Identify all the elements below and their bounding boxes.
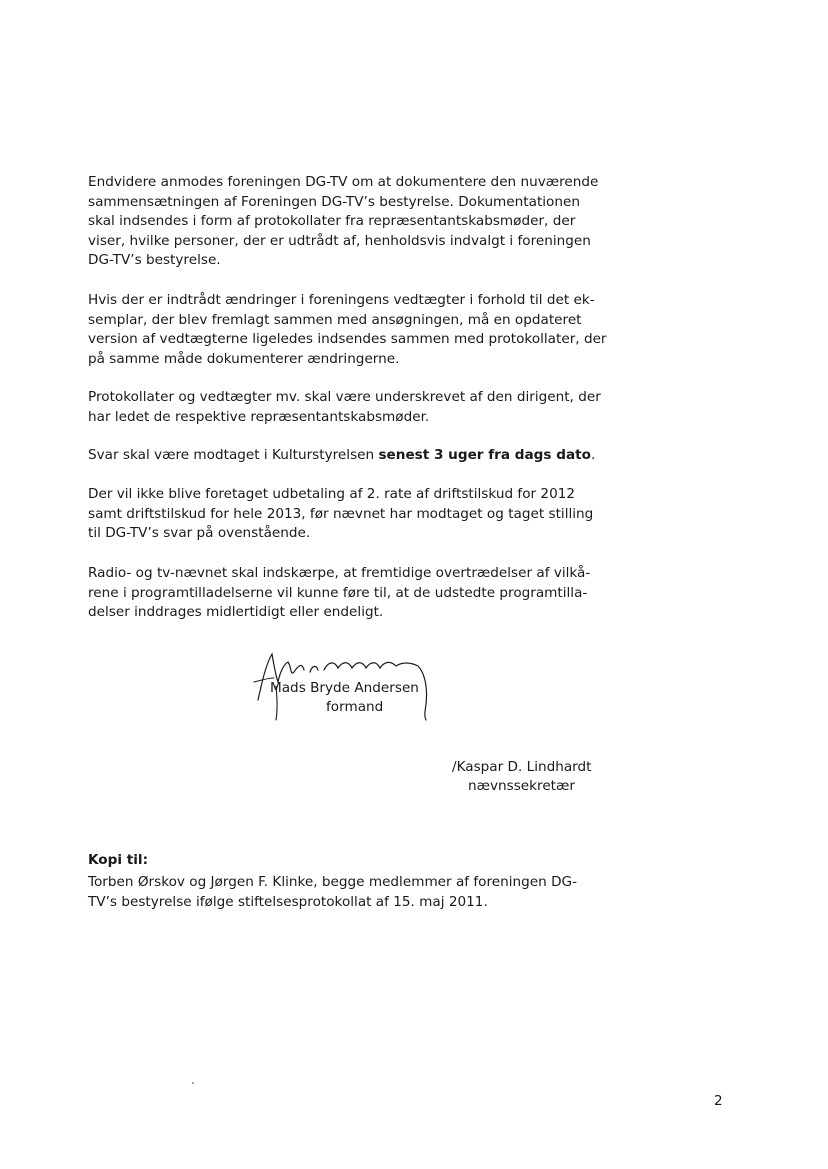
text-line: skal indsendes i form af protokollater fra repræsentantskabsmøder, der [88,213,576,230]
text-line: Torben Ørskov og Jørgen F. Klinke, begge medlemmer af foreningen DG- [88,874,577,890]
text-line: Der vil ikke blive foretaget udbetaling af 2. rate af driftstilskud for 2012 [88,486,576,502]
text-line: har ledet de respektive repræsentantskabsmøder. [88,408,430,425]
paragraph-signing-requirement [88,388,618,427]
signatory-title: formand [326,699,384,715]
text-line: Endvidere anmodes foreningen DG-TV om at dokumentere den nuværende [88,174,599,190]
deadline-emphasis: senest 3 uger fra dags dato [378,447,591,463]
text-line [88,446,618,466]
paragraph-payment [88,485,618,544]
text-line: samt driftstilskud for hele 2013, før nævnet har modtaget og taget stilling [88,505,594,522]
copy-recipients [88,873,618,912]
scan-speck [192,1082,194,1084]
deadline-prefix: Svar skal være modtaget i Kulturstyrelsen [88,447,379,463]
paragraph-warning [88,564,618,623]
secretary-name: /Kaspar D. Lindhardt [452,759,592,775]
copy-heading: Kopi til: [88,852,149,868]
text-line: version af vedtægterne ligeledes indsendes sammen med protokollater, der [88,331,607,348]
text-line: semplar, der blev fremlagt sammen med ansøgningen, må en opdateret [88,311,582,328]
text-line: TV’s bestyrelse ifølge stiftelsesprotokollat af 15. maj 2011. [88,893,488,910]
text-line: Protokollater og vedtægter mv. skal være underskrevet af den dirigent, der [88,389,601,405]
text-line: viser, hvilke personer, der er udtrådt af, henholdsvis indvalgt i foreningen [88,232,591,249]
paragraph-deadline [88,446,618,466]
page-number: 2 [714,1093,723,1109]
text-line: delser inddrages midlertidigt eller endeligt. [88,604,384,621]
text-line: rene i programtilladelserne vil kunne føre til, at de udstedte programtilla- [88,584,588,601]
text-line: DG-TV’s bestyrelse. [88,252,221,269]
text-line: på samme måde dokumenterer ændringerne. [88,350,400,367]
paragraph-statute-changes [88,291,618,369]
paragraph-documentation-request [88,173,618,271]
text-line: sammensætningen af Foreningen DG-TV’s bestyrelse. Dokumentationen [88,193,580,210]
signatory-name: Mads Bryde Andersen [270,680,419,696]
secretary-title: nævnssekretær [468,778,575,794]
text-line: Hvis der er indtrådt ændringer i foreningens vedtægter i forhold til det ek- [88,292,595,308]
deadline-suffix: . [590,447,596,463]
text-line: Radio- og tv-nævnet skal indskærpe, at fremtidige overtrædelser af vilkå- [88,565,591,581]
text-line: til DG-TV’s svar på ovenstående. [88,525,311,542]
